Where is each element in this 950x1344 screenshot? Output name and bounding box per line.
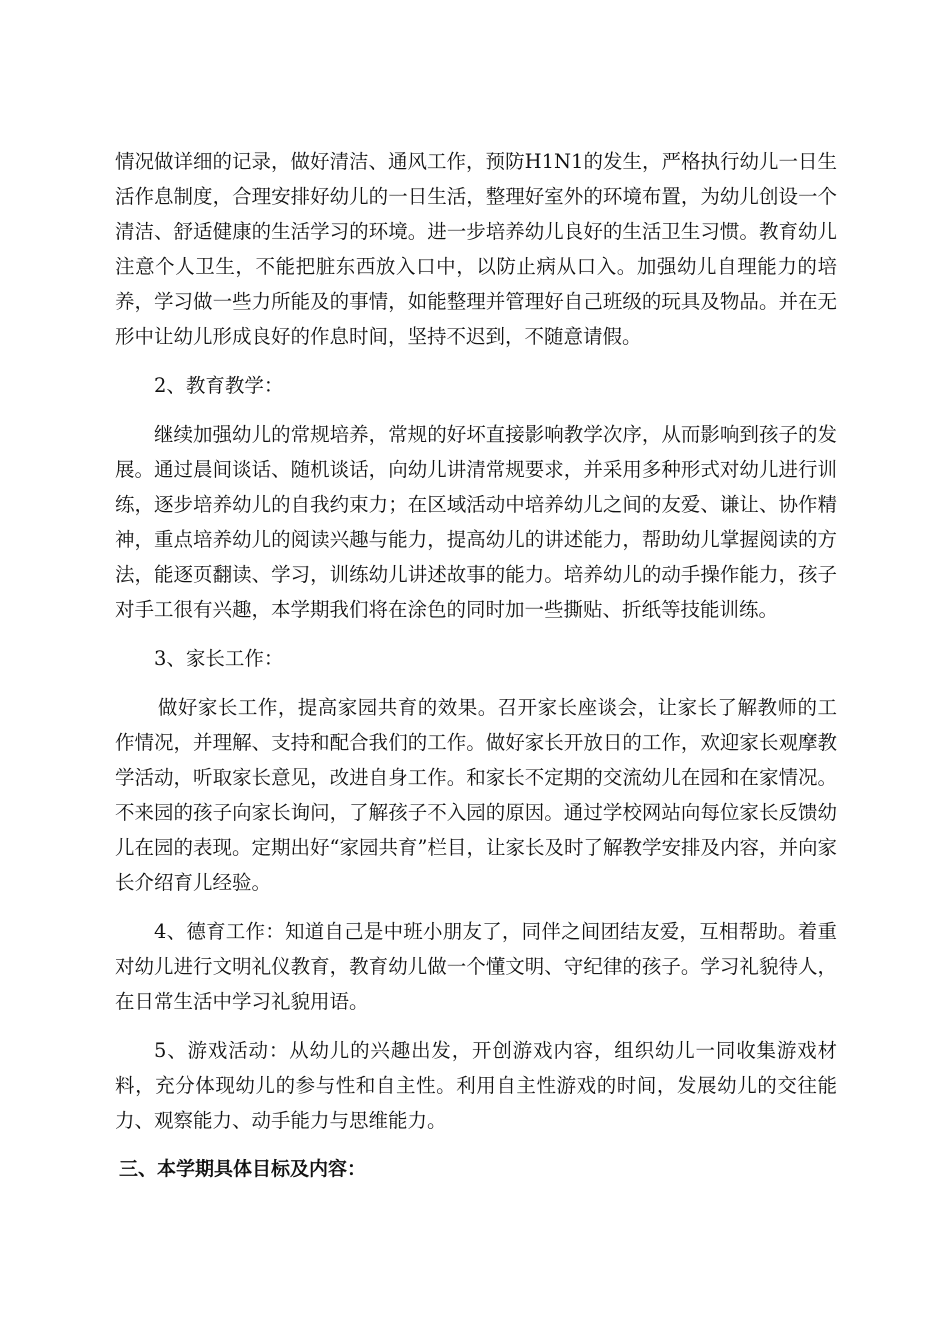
paragraph-health-care: 情况做详细的记录，做好清洁、通风工作，预防H1N1的发生，严格执行幼儿一日生活作息制度，合理安排好幼儿的一日生活，整理好室外的环境布置，为幼儿创设一个清洁、舒适健康的生活学习的环境。进一步培养幼儿良好的生活卫生习惯。教育幼儿注意个人卫生，不能把脏东西放入口中，以防止病从口入。加强幼儿自理能力的培养，学习做一些力所能及的事情，如能整理并管理好自己班级的玩具及物品。并在无形中让幼儿形成良好的作息时间，坚持不迟到，不随意请假。 — [115, 150, 837, 348]
document-body — [115, 144, 837, 1187]
section-three-title: 三、本学期具体目标及内容： — [119, 1158, 367, 1180]
heading-education: 2、教育教学： — [154, 374, 284, 397]
paragraph-education: 继续加强幼儿的常规培养，常规的好坏直接影响教学次序，从而影响到孩子的发展。通过晨间谈话、随机谈话，向幼儿讲清常规要求，并采用多种形式对幼儿进行训练，逐步培养幼儿的自我约束力；在区域活动中培养幼儿之间的友爱、谦让、协作精神，重点培养幼儿的阅读兴趣与能力，提高幼儿的讲述能力，帮助幼儿掌握阅读的方法，能逐页翻读、学习，训练幼儿讲述故事的能力。培养幼儿的动手操作能力，孩子对手工很有兴趣，本学期我们将在涂色的同时加一些撕贴、折纸等技能训练。 — [115, 423, 837, 621]
heading-parent-work: 3、家长工作： — [154, 647, 284, 670]
paragraph-parent-work: 做好家长工作，提高家园共育的效果。召开家长座谈会，让家长了解教师的工作情况，并理解、支持和配合我们的工作。做好家长开放日的工作，欢迎家长观摩教学活动，听取家长意见，改进自身工作。和家长不定期的交流幼儿在园和在家情况。不来园的孩子向家长询问，了解孩子不入园的原因。通过学校网站向每位家长反馈幼儿在园的表现。定期出好“家园共育”栏目，让家长及时了解教学安排及内容，并向家长介绍育儿经验。 — [115, 696, 837, 894]
paragraph-game-activities: 5、游戏活动：从幼儿的兴趣出发，开创游戏内容，组织幼儿一同收集游戏材料，充分体现幼儿的参与性和自主性。利用自主性游戏的时间，发展幼儿的交往能力、观察能力、动手能力与思维能力。 — [115, 1039, 837, 1132]
paragraph-moral-education: 4、德育工作：知道自己是中班小朋友了，同伴之间团结友爱，互相帮助。着重对幼儿进行文明礼仪教育，教育幼儿做一个懂文明、守纪律的孩子。学习礼貌待人，在日常生活中学习礼貌用语。 — [115, 920, 837, 1013]
